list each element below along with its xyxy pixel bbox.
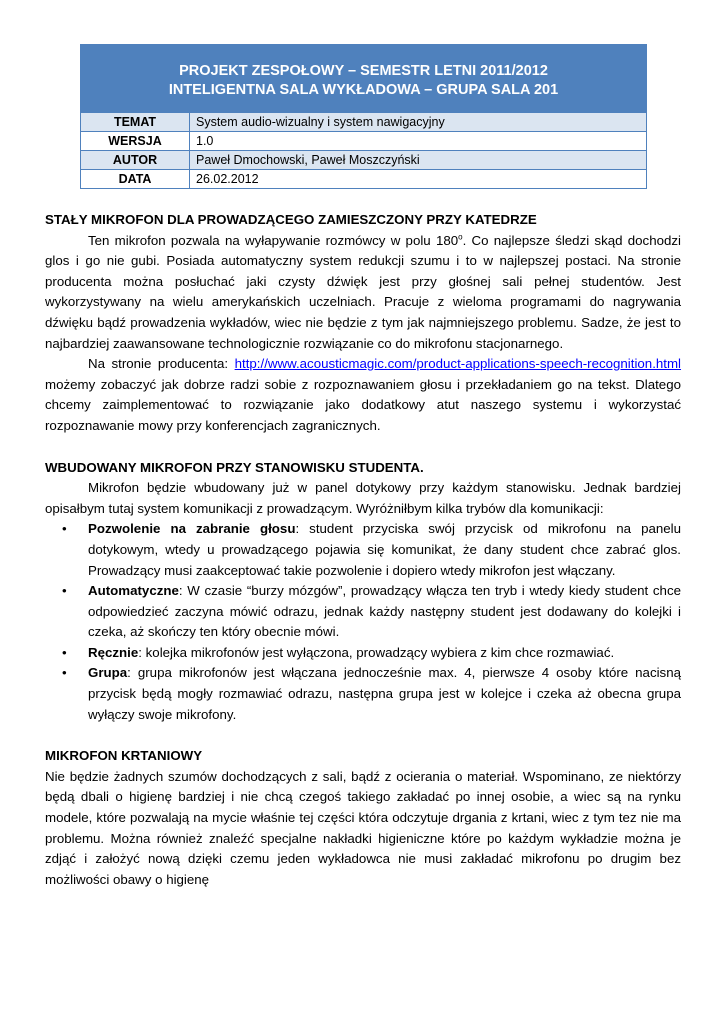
- list-term: Automatyczne: [88, 583, 179, 599]
- list-item: [45, 581, 681, 643]
- meta-row-data: [81, 169, 646, 188]
- section-heading: STAŁY MIKROFON DLA PROWADZĄCEGO ZAMIESZCZONY PRZY KATEDRZE: [45, 212, 537, 227]
- meta-row-autor: [81, 150, 646, 169]
- paragraph: Mikrofon będzie wbudowany już w panel dotykowy przy każdym stanowisku. Jednak bardziej opisałbym tutaj system komunikacji z prowadzącym. Wyróżniłbym kilka trybów dla komunikacji:: [45, 480, 681, 516]
- bullet-icon: •: [62, 665, 67, 681]
- header-table: [80, 44, 647, 189]
- paragraph-text: Na stronie producenta:: [88, 356, 229, 372]
- meta-value: 26.02.2012: [196, 172, 259, 186]
- section-heading: WBUDOWANY MIKROFON PRZY STANOWISKU STUDENTA.: [45, 459, 424, 475]
- title-line-1: PROJEKT ZESPOŁOWY – SEMESTR LETNI 2011/2012: [179, 63, 548, 79]
- list-item: [45, 643, 681, 664]
- meta-value: 1.0: [196, 134, 214, 148]
- list-term: Ręcznie: [88, 644, 139, 660]
- header-title: [81, 45, 646, 112]
- meta-key: WERSJA: [81, 132, 190, 150]
- section-heading: MIKROFON KRTANIOWY: [45, 748, 203, 764]
- product-link[interactable]: http://www.acousticmagic.com/product-applications-speech-recognition.html: [234, 356, 682, 372]
- meta-key: TEMAT: [81, 113, 190, 131]
- list-term: Grupa: [88, 665, 128, 681]
- paragraph: [45, 231, 681, 355]
- bullet-icon: •: [62, 521, 67, 537]
- list-text: : grupa mikrofonów jest włączana jednocześnie max. 4, pierwsze 4 osoby które nacisną przycisk będą mogły rozmawiać odrazu, następna grupa jest w kolejce i czeka aż obecna grupa wyłączy swoje mikrofony.: [88, 665, 681, 722]
- list-text: : student przyciska swój przycisk od mikrofonu na panelu dotykowym, wtedy u prowadzącego pojawia się komunikat, że dany student chce zabrać glos. Prowadzący musi zaakceptować takie pozwolenie i dopiero wtedy mikrofon jest włączany.: [88, 521, 681, 578]
- list-text: : W czasie “burzy mózgów”, prowadzący włącza ten tryb i wtedy kiedy student chce odpowiedzieć zaczyna mówić odrazu, jednak każdy następny student jest dodawany do kolejki i czeka, aż skończy ten który obecnie mówi.: [88, 583, 681, 640]
- bullet-icon: •: [62, 644, 67, 660]
- paragraph: Nie będzie żadnych szumów dochodzących z sali, bądź z ocierania o materiał. Wspominano, ze niektórzy będą dbali o higienę bardziej i nie chcą czegoś takiego zakładać po innej osobie, a wiec są na rynku modele, które pozwalają na mycie właśnie tej części która odczytuje drgania z krtani, wiec z tym tez nie ma problemu. Można również znaleźć specjalne nakładki higieniczne które po każdym wykładzie można je zdjąć i założyć nową dzięki czemu jeden wykładowca nie musi zakładać mikrofonu po drugim bez możliwości obawy o higienę: [45, 768, 681, 887]
- meta-row-temat: [81, 112, 646, 131]
- bullet-icon: •: [62, 583, 67, 599]
- list-term: Pozwolenie na zabranie głosu: [88, 521, 296, 537]
- mode-list: [45, 519, 681, 725]
- list-item: [45, 519, 681, 581]
- list-text: : kolejka mikrofonów jest wyłączona, prowadzący wybiera z kim chce rozmawiać.: [138, 644, 615, 660]
- spacer: [45, 437, 681, 458]
- meta-row-wersja: [81, 131, 646, 150]
- list-item: [45, 663, 681, 725]
- paragraph-text: możemy zobaczyć jak dobrze radzi sobie z rozpoznawaniem głosu i przekładaniem go na tekst. Dlatego chcemy zaimplementować to rozwiązanie jako dodatkowy atut naszego systemu i wykorzystać rozpoznawanie mowy przy konferencjach zagranicznych.: [45, 376, 681, 433]
- title-line-2: INTELIGENTNA SALA WYKŁADOWA – GRUPA SALA 201: [168, 82, 559, 98]
- meta-key: DATA: [81, 170, 190, 188]
- document-body: [45, 210, 681, 890]
- paragraph-text: . Co najlepsze śledzi skąd dochodzi glos i go nie gubi. Posiada automatyczny system redukcji szumu i to w najlepszej postaci. Na stronie producenta można posłuchać jaki czysty dźwięk jest przy głośnej sali pełnej studentów. Jest wykorzystywany na wielu amerykańskich uczelniach. Pracuje z wieloma programami do nagrywania dźwięku bądź prowadzenia wykładów, wiec nie będzie z tym jak najmniejszego problemu. Sadze, że jest to najbardziej zaawansowane technologicznie rozwiązanie co do mikrofonu stacjonarnego.: [45, 232, 681, 351]
- degree-superscript: o: [458, 232, 463, 242]
- meta-value: Paweł Dmochowski, Paweł Moszczyński: [196, 153, 420, 167]
- spacer: [45, 725, 681, 746]
- paragraph-text: Ten mikrofon pozwala na wyłapywanie rozmówcy w polu 180: [88, 232, 459, 248]
- meta-key: AUTOR: [81, 151, 190, 169]
- meta-value: System audio-wizualny i system nawigacyjny: [196, 115, 445, 129]
- paragraph: [45, 354, 681, 436]
